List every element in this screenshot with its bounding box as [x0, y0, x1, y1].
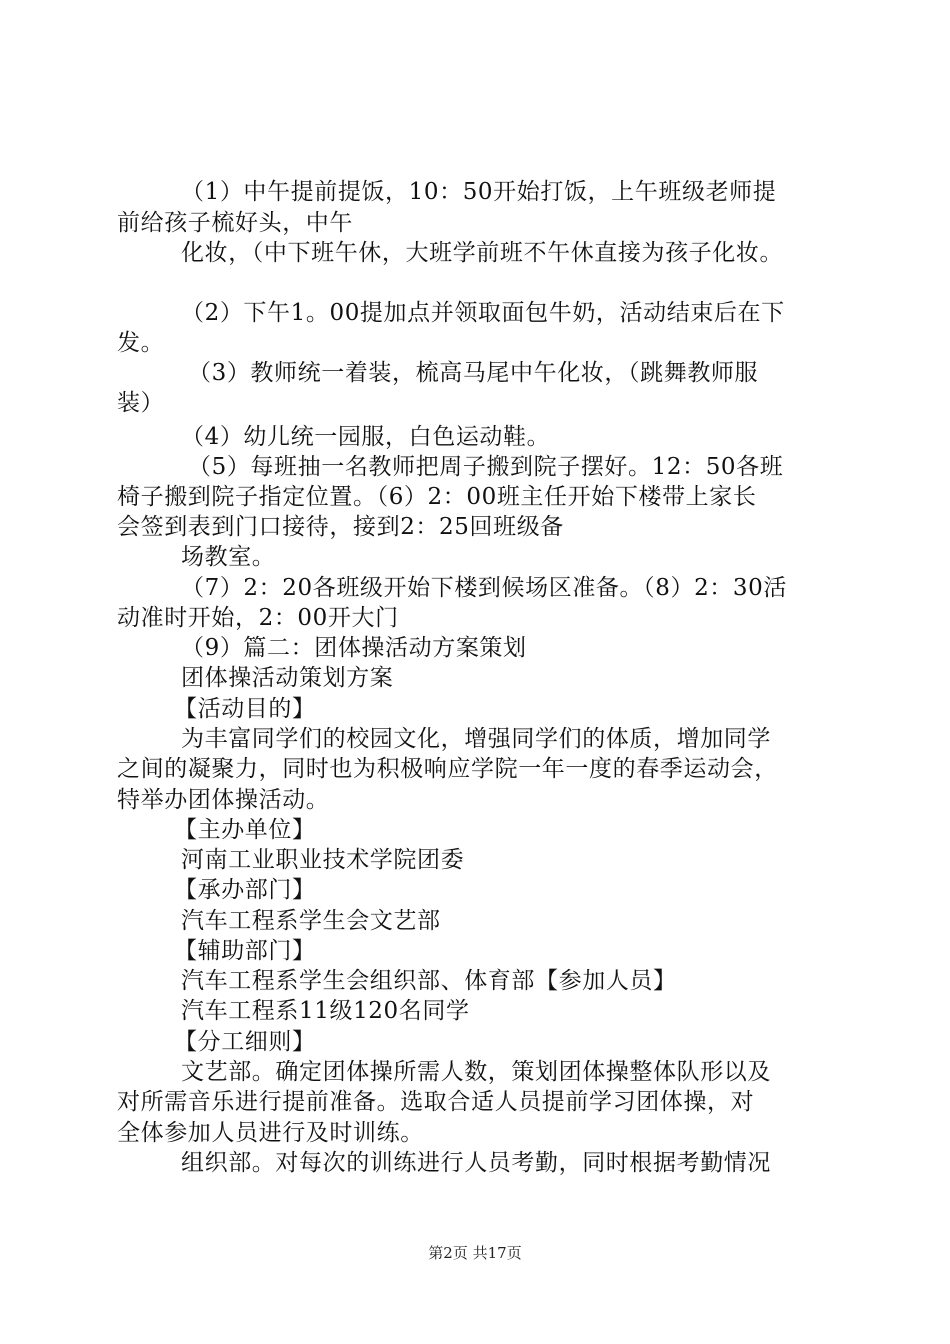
text-line: 椅子搬到院子指定位置。（6）2：00班主任开始下楼带上家长: [117, 484, 757, 510]
text-line: 【活动目的】: [174, 696, 316, 722]
text-line: 【分工细则】: [174, 1029, 316, 1055]
text-line: （7）2：20各班级开始下楼到候场区准备。（8）2：30活: [181, 575, 787, 601]
text-line: （5）每班抽一名教师把周子搬到院子摆好。12：50各班: [188, 454, 784, 480]
text-line: 会签到表到门口接待，接到2：25回班级备: [117, 514, 564, 540]
text-line: 特举办团体操活动。: [117, 787, 330, 813]
text-line: （9）篇二：团体操活动方案策划: [181, 635, 527, 661]
text-line: 【主办单位】: [174, 817, 316, 843]
page-number-footer: 第2页 共17页: [428, 1244, 522, 1262]
text-line: 前给孩子梳好头，中午: [117, 210, 353, 236]
text-line: 为丰富同学们的校园文化，增强同学们的体质，增加同学: [181, 726, 771, 752]
text-line: 发。: [117, 330, 165, 356]
text-line: 汽车工程系学生会文艺部: [181, 908, 441, 934]
text-line: （2）下午1。00提加点并领取面包牛奶，活动结束后在下: [181, 300, 785, 326]
text-line: 场教室。: [181, 544, 276, 570]
text-line: 化妆，（中下班午休，大班学前班不午休直接为孩子化妆。: [181, 240, 784, 266]
text-line: 汽车工程系11级120名同学: [181, 998, 470, 1024]
text-line: （1）中午提前提饭，10：50开始打饭，上午班级老师提: [181, 179, 777, 205]
text-line: 全体参加人员进行及时训练。: [117, 1120, 424, 1146]
text-line: （3）教师统一着装，梳高马尾中午化妆，（跳舞教师服: [188, 360, 759, 386]
text-line: 对所需音乐进行提前准备。选取合适人员提前学习团体操，对: [117, 1089, 755, 1115]
text-line: 组织部。对每次的训练进行人员考勤，同时根据考勤情况: [181, 1150, 771, 1176]
text-line: 汽车工程系学生会组织部、体育部【参加人员】: [181, 968, 677, 994]
text-line: 之间的凝聚力，同时也为积极响应学院一年一度的春季运动会，: [117, 756, 778, 782]
text-line: 动准时开始，2：00开大门: [117, 605, 399, 631]
text-line: 【辅助部门】: [174, 938, 316, 964]
text-line: 文艺部。确定团体操所需人数，策划团体操整体队形以及: [181, 1059, 771, 1085]
text-line: 装）: [117, 390, 165, 416]
text-line: 团体操活动策划方案: [181, 665, 394, 691]
text-line: 【承办部门】: [174, 877, 316, 903]
text-line: （4）幼儿统一园服，白色运动鞋。: [181, 424, 551, 450]
text-line: 河南工业职业技术学院团委: [181, 847, 465, 873]
